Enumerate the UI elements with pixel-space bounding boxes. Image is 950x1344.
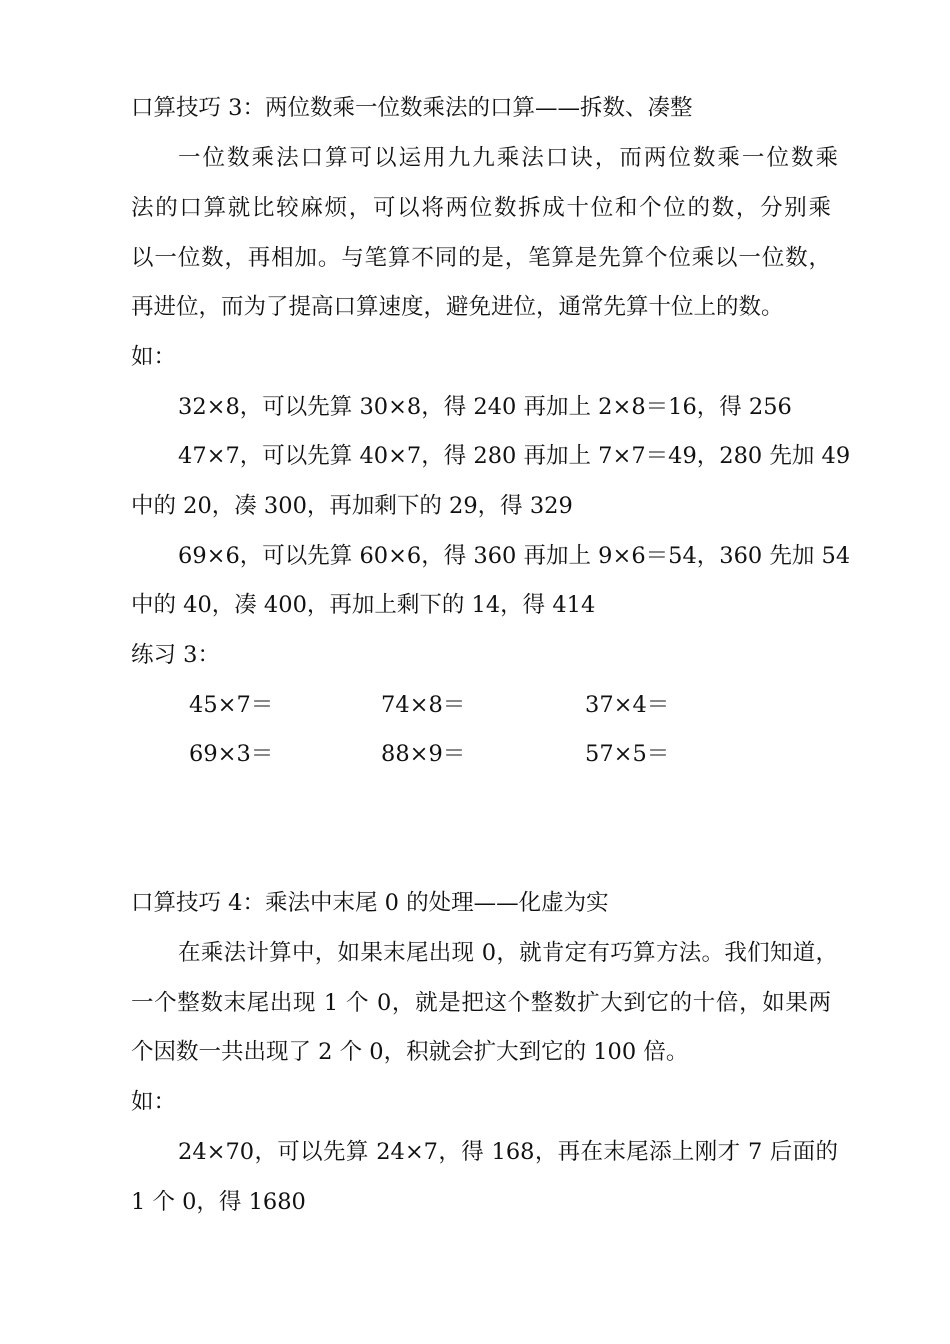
section4-paragraph-line: 在乘法计算中，如果末尾出现 0，就肯定有巧算方法。我们知道， bbox=[178, 940, 838, 966]
section4-example-line: 1 个 0，得 1680 bbox=[131, 1189, 306, 1215]
section3-example-line: 中的 40，凑 400，再加上剩下的 14，得 414 bbox=[131, 592, 596, 618]
section4-title: 口算技巧 4：乘法中末尾 0 的处理——化虚为实 bbox=[131, 890, 609, 916]
section4-paragraph-line: 一个整数末尾出现 1 个 0，就是把这个整数扩大到它的十倍，如果两 bbox=[131, 990, 831, 1016]
section3-paragraph-line: 一位数乘法口算可以运用九九乘法口诀，而两位数乘一位数乘 bbox=[178, 145, 838, 171]
section3-example-line: 69×6，可以先算 60×6，得 360 再加上 9×6＝54，360 先加 54 bbox=[178, 543, 851, 569]
section3-example-line: 32×8，可以先算 30×8，得 240 再加上 2×8＝16，得 256 bbox=[178, 394, 792, 420]
exercise-label: 练习 3： bbox=[131, 642, 220, 668]
section3-example-line: 中的 20，凑 300，再加剩下的 29，得 329 bbox=[131, 493, 573, 519]
section3-paragraph-line: 再进位，而为了提高口算速度，避免进位，通常先算十位上的数。 bbox=[131, 294, 784, 320]
exercise-item: 57×5＝ bbox=[585, 741, 670, 767]
section3-paragraph-line: 以一位数，再相加。与笔算不同的是，笔算是先算个位乘以一位数， bbox=[131, 245, 831, 271]
section4-example-line: 24×70，可以先算 24×7，得 168，再在末尾添上刚才 7 后面的 bbox=[178, 1139, 838, 1165]
section3-example-label: 如： bbox=[131, 344, 177, 370]
section3-paragraph-line: 法的口算就比较麻烦，可以将两位数拆成十位和个位的数，分别乘 bbox=[131, 195, 831, 221]
exercise-item: 74×8＝ bbox=[381, 692, 466, 718]
exercise-item: 88×9＝ bbox=[381, 741, 466, 767]
exercise-item: 45×7＝ bbox=[189, 692, 274, 718]
section3-example-line: 47×7，可以先算 40×7，得 280 再加上 7×7＝49，280 先加 49 bbox=[178, 443, 851, 469]
section4-paragraph-line: 个因数一共出现了 2 个 0，积就会扩大到它的 100 倍。 bbox=[131, 1039, 689, 1065]
exercise-item: 69×3＝ bbox=[189, 741, 274, 767]
section3-title: 口算技巧 3：两位数乘一位数乘法的口算——拆数、凑整 bbox=[131, 95, 693, 121]
exercise-item: 37×4＝ bbox=[585, 692, 670, 718]
section4-example-label: 如： bbox=[131, 1089, 177, 1115]
